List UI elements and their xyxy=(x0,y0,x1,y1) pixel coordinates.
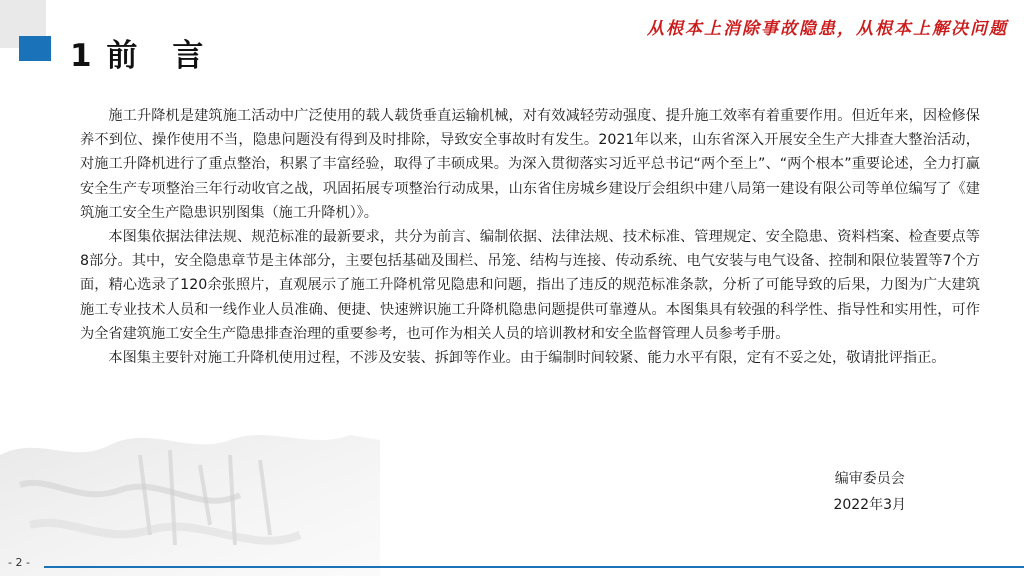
footer-divider xyxy=(44,566,1024,568)
paragraph-1: 施工升降机是建筑施工活动中广泛使用的载人载货垂直运输机械，对有效减轻劳动强度、提升施工效率有着重要作用。但近年来，因检修保养不到位、操作使用不当，隐患问题没有得到及时排除，导致安全事故时有发生。2021年以来，山东省深入开展安全生产大排查大整治活动，对施工升降机进行了重点整治，积累了丰富经验，取得了丰硕成果。为深入贯彻落实习近平总书记“两个至上”、“两个根本”重要论述，全力打赢安全生产专项整治三年行动收官之战，巩固拓展专项整治行动成果，山东省住房城乡建设厅会组织中建八局第一建设有限公司等单位编写了《建筑施工安全生产隐患识别图集（施工升降机）》。 xyxy=(80,108,980,221)
page-number: - 2 - xyxy=(8,556,30,569)
corner-decoration-blue xyxy=(19,36,51,61)
header-slogan: 从根本上消除事故隐患，从根本上解决问题 xyxy=(647,19,1008,39)
title-text: 前 言 xyxy=(106,38,206,74)
signature-author: 编审委员会 xyxy=(834,471,905,487)
paragraph-3: 本图集主要针对施工升降机使用过程，不涉及安装、拆卸等作业。由于编制时间较紧、能力水平有限，定有不妥之处，敬请批评指正。 xyxy=(108,350,946,367)
preface-body xyxy=(80,104,980,370)
signature-block xyxy=(833,466,906,518)
title-number: 1 xyxy=(70,38,94,74)
calligraphy-watermark xyxy=(0,395,380,576)
paragraph-2: 本图集依据法律法规、规范标准的最新要求，共分为前言、编制依据、法律法规、技术标准、管理规定、安全隐患、资料档案、检查要点等8部分。其中，安全隐患章节是主体部分，主要包括基础及围栏、吊笼、结构与连接、传动系统、电气安装与电气设备、控制和限位装置等7个方面，精心选录了120余张照片，直观展示了施工升降机常见隐患和问题，指出了违反的规范标准条款，分析了可能导致的后果，力图为广大建筑施工专业技术人员和一线作业人员准确、便捷、快速辨识施工升降机隐患问题提供可靠遵从。本图集具有较强的科学性、指导性和实用性，可作为全省建筑施工安全生产隐患排查治理的重要参考，也可作为相关人员的培训教材和安全监督管理人员参考手册。 xyxy=(80,229,980,342)
signature-date: 2022年3月 xyxy=(833,497,906,513)
page-title xyxy=(70,30,205,75)
